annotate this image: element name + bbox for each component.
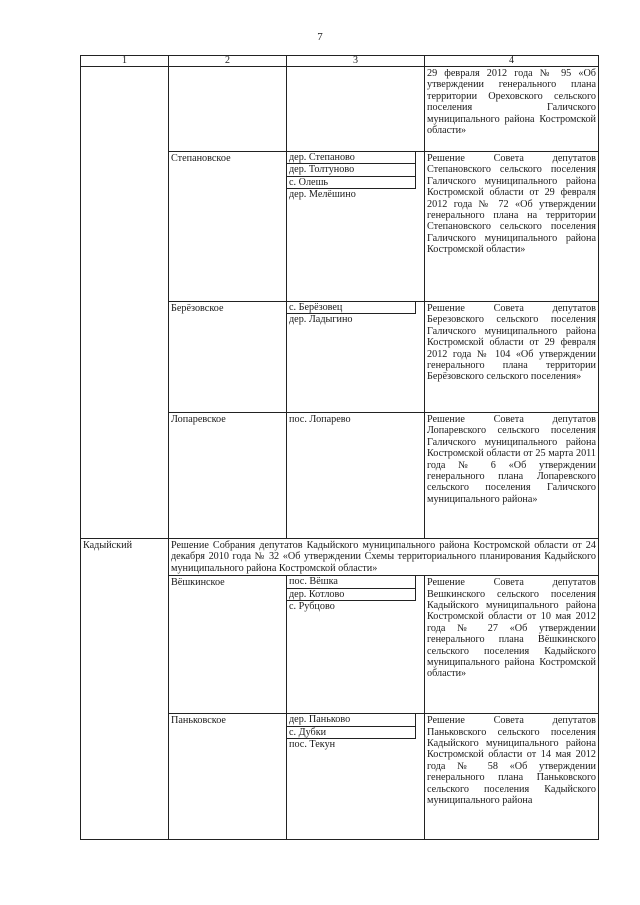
places-cell: [287, 302, 425, 413]
place-item: дер. Толтуново: [287, 164, 416, 176]
settlement-name: Степановское: [169, 152, 287, 302]
place-item: пос. Вёшка: [287, 576, 416, 588]
decree-text: Решение Совета депутатов Вешкинского сельского поселения Кадыйского муниципального района Костромской области от 10 мая 2012 года № 27 «Об утверждении генерального плана Вёшкинского сельского поселения Кадыйского муниципального района Костромской области»: [425, 576, 599, 714]
places-cell: [287, 152, 425, 302]
place-item: дер. Котлово: [287, 589, 416, 601]
settlement-name: Лопаревское: [169, 413, 287, 539]
decree-text: Решение Совета депутатов Лопаревского сельского поселения Галичского муниципального района Костромской области от 25 марта 2011 года № 6 «Об утверждении генерального плана Лопаревского сельского поселения Галичского муниципального района»: [425, 413, 599, 539]
header-col-3: 3: [287, 56, 425, 67]
places-cell: [287, 714, 425, 840]
place-item: с. Олешь: [287, 177, 416, 189]
page-number: 7: [317, 31, 323, 43]
settlement-name: Берёзовское: [169, 302, 287, 413]
decree-text: Решение Совета депутатов Степановского сельского поселения Галичского муниципального района Костромской области от 29 февраля 2012 года № 72 «Об утверждении генерального плана на территории Степановского сельского поселения Галичского муниципального района Костромской области»: [425, 152, 599, 302]
place-item: дер. Паньково: [287, 714, 416, 726]
place-item: дер. Мелёшино: [289, 189, 356, 201]
decree-text: 29 февраля 2012 года № 95 «Об утверждении генерального плана территории Ореховского сельского поселения Галичского муниципального района Костромской области»: [425, 67, 599, 152]
header-col-4: 4: [425, 56, 599, 67]
table-header-row: [81, 56, 599, 67]
district-name: Кадыйский: [81, 539, 169, 840]
settlements-table: [80, 55, 599, 840]
header-col-1: 1: [81, 56, 169, 67]
header-col-2: 2: [169, 56, 287, 67]
decree-text: Решение Совета депутатов Березовского сельского поселения Галичского муниципального района Костромской области от 29 февраля 2012 года № 104 «Об утверждении генерального плана территории Берёзовского сельского поселения»: [425, 302, 599, 413]
settlement-cell-empty: [169, 67, 287, 152]
place-item: дер. Ладыгино: [289, 314, 353, 326]
places-cell-empty: [287, 67, 425, 152]
settlement-name: Вёшкинское: [169, 576, 287, 714]
district-decree-text: Решение Собрания депутатов Кадыйского муниципального района Костромской области от 24 декабря 2010 года № 32 «Об утверждении Схемы территориального планирования Кадыйского муниципального района Костромской области»: [169, 539, 599, 576]
settlement-name: Паньковское: [169, 714, 287, 840]
decree-text: Решение Совета депутатов Паньковского сельского поселения Кадыйского муниципального района Костромской области от 14 мая 2012 года № 58 «Об утверждении генерального плана Паньковского сельского поселения Кадыйского муниципального района: [425, 714, 599, 840]
district-cell-empty: [81, 67, 169, 539]
place-item: пос. Текун: [289, 739, 336, 750]
place-item: с. Дубки: [287, 727, 416, 739]
table-row: [81, 67, 599, 152]
places-cell: [287, 576, 425, 714]
place-item: с. Берёзовец: [287, 302, 416, 314]
place-item: с. Рубцово: [289, 601, 335, 612]
place-item: пос. Лопарево: [287, 413, 425, 539]
place-item: дер. Степаново: [287, 152, 416, 164]
table-row: [81, 539, 599, 576]
